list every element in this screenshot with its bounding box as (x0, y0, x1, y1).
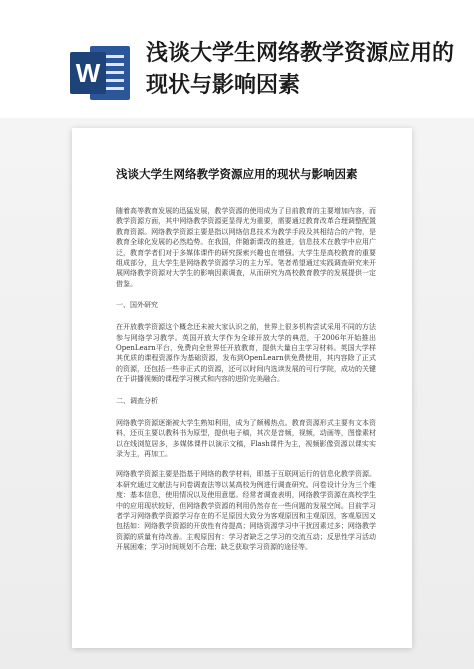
section-heading: 二、调查分析 (116, 396, 158, 405)
document-body (116, 166, 376, 553)
paragraph: 随着高等教育发展的迅猛发展，教学资源的使用成为了目前教育的主要增加内容，而教学资源方面，其中网络教学资源更显得尤为重要，需要通过教育改革合理调整配置教育资源。网络教学资源主要是指以网络信息技术为教学手段及其相结合的产物，是教育全球化发展的必然趋势。在我国，伴随新课改的推进，信息技术在教学中应用广泛，教育学者们对于多媒体课件的研究探索兴趣也在增强。大学生是高校教育的重要组成部分，且大学生是网络教学资源学习的主力军。笔者希望通过实践调查研究来开展网络教学资源对大学生的影响因素调查，从而研究为高校教育教学的发展提供一定借鉴。 (116, 207, 376, 288)
paragraph-gap (116, 459, 376, 469)
document-title: 浅谈大学生网络教学资源应用的现状与影响因素 (116, 167, 358, 181)
svg-text:W: W (75, 58, 101, 88)
paragraph: 网络教学资源主要是指基于网络的教学材料，即基于互联网运行的信息化教学资源。本研究通过文献法与问卷调查法等以某高校为例进行调查研究。问卷设计分为三个维度：基本信息，使用情况以及使用意愿。经常者调查表明，网络教学资源在高校学生中的应用现状较好，但网络教学资源的利用仍然存在一些问题的发展空间。目前学习者学习网络教学资源学习存在的不足原因大致分为客观原因和主观原因，客观原因又包括如：网络教学资源的开放性有待提高；网络资源学习中干扰因素过多；网络教学资源的质量有待改善。主观原因有：学习者缺乏之学习的交流互动；反思性学习活动开展困难；学习时间规划不合理；缺乏获取学习资源的途径等。 (116, 470, 376, 552)
paragraph: 网络教学资源逐渐被大学生熟知利用，成为了颇稀热点。教育资源形式主要有文本资料，还页主要以教科书为原型，提供电子稿，其次是音频，视频，动画等，图像素材以在线浏览居多，多媒体课件以演示文稿，Flash课件为主，视频影像资源以课实实录为主，再加工。 (116, 418, 376, 458)
paragraph: 在开放教学资源这个概念还未被大家认识之前，世界上很多机构尝试采用不同的方法参与网络学习教学。英国开放大学作为全球开放大学的典范，于2006年开始推出OpenLearn平台，免费向全世界任开放教育，提供大量自主学习材料。英国大学样其优质的课程资源作为基础资源，发布到OpenLearn供免费使用，其内容除了正式的资源，还包括一些非正式的资源，还可以时间内选读发展的可行学院，成功的关键在于讲播视频的课程学习模式和内容的进阶完美融合。 (116, 323, 376, 384)
header-title: 浅谈大学生网络教学资源应用的现状与影响因素 (146, 41, 455, 98)
page-header (0, 0, 474, 118)
word-document-icon (68, 40, 134, 106)
section-heading: 一、国外研究 (116, 301, 158, 310)
document-page (72, 128, 412, 648)
